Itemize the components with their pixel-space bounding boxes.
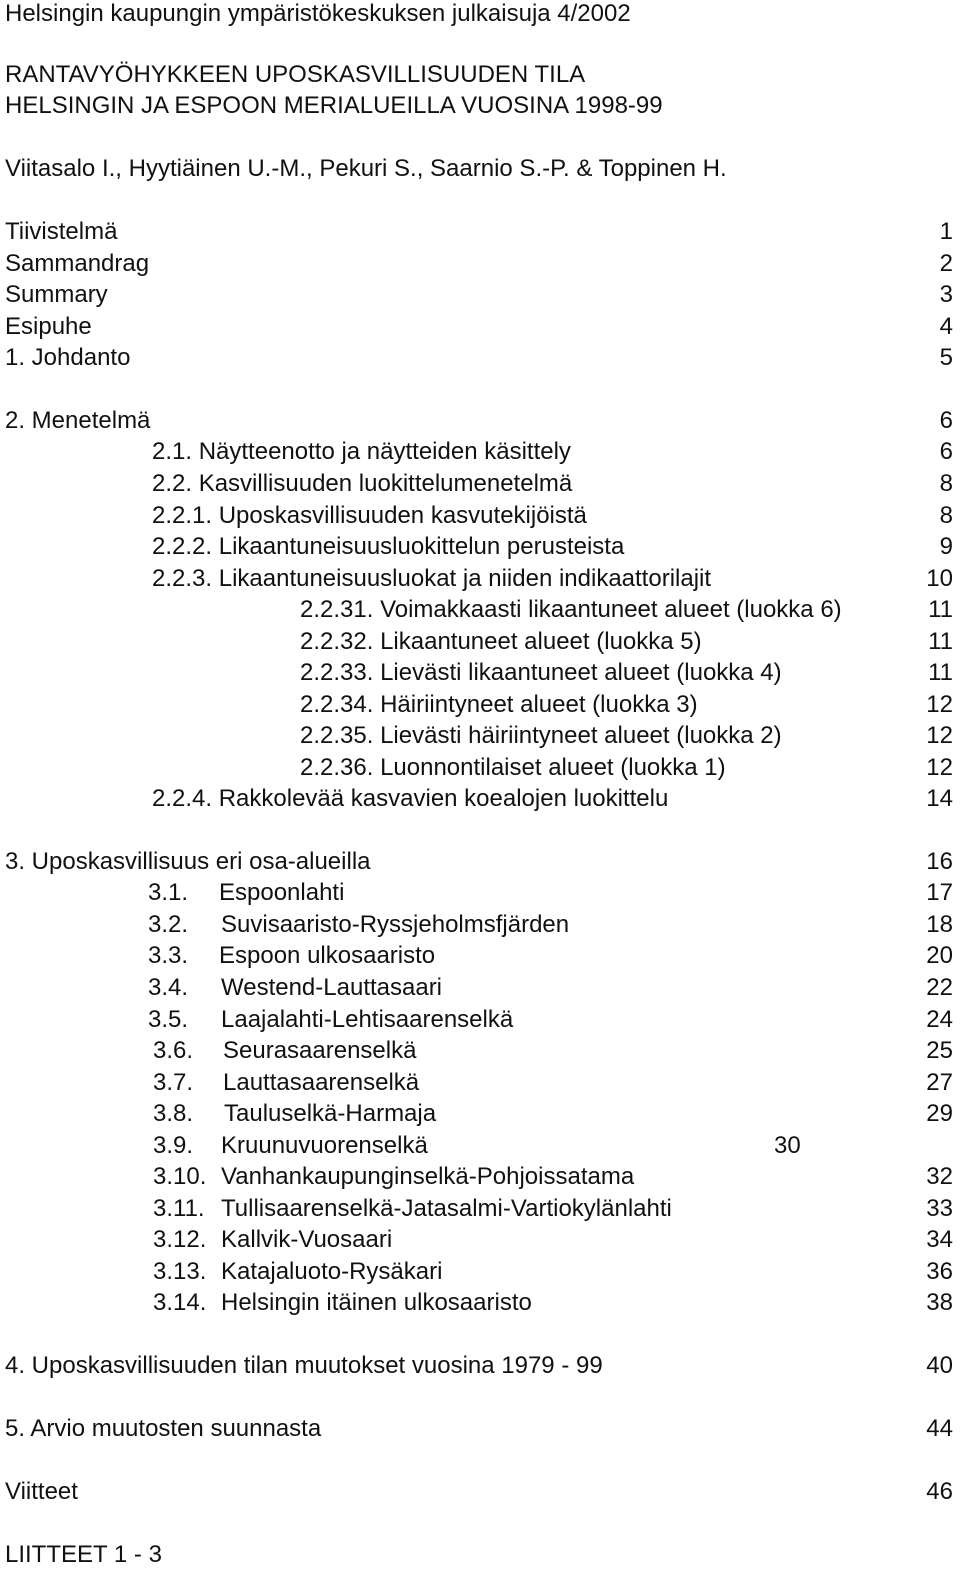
toc-entry	[0, 1005, 960, 1035]
toc-entry-title: 5. Arvio muutosten suunnasta	[5, 1415, 322, 1442]
toc-entry-title: 2.2.3. Likaantuneisuusluokat ja niiden indikaattorilajit	[152, 565, 712, 592]
title-line-1	[0, 60, 960, 90]
toc-entry-number: 3.13.	[153, 1258, 207, 1285]
toc-entry-page: 8	[939, 470, 953, 497]
toc-entry	[0, 1414, 960, 1444]
toc-entry	[0, 878, 960, 908]
toc-entry	[0, 249, 960, 279]
toc-entry-number: 3.11.	[153, 1195, 205, 1222]
toc-entry-title: 4. Uposkasvillisuuden tilan muutokset vuosina 1979 - 99	[5, 1352, 603, 1379]
toc-entry-title: Kallvik-Vuosaari	[221, 1226, 393, 1253]
toc-entry-title: 2.2. Kasvillisuuden luokittelumenetelmä	[152, 470, 573, 497]
toc-entry-title: Summary	[5, 281, 108, 308]
toc-entry-title: 2.2.35. Lievästi häiriintyneet alueet (luokka 2)	[300, 722, 782, 749]
toc-entry-title: Sammandrag	[5, 250, 150, 277]
toc-entry-page: 12	[926, 754, 953, 781]
toc-entry-title: LIITTEET 1 - 3	[5, 1541, 162, 1568]
toc-entry-number: 3.10.	[153, 1163, 207, 1190]
toc-entry-number: 3.1.	[148, 879, 189, 906]
toc-entry	[0, 343, 960, 373]
toc-entry	[0, 1257, 960, 1287]
toc-entry	[0, 847, 960, 877]
toc-entry-page: 16	[926, 848, 953, 875]
authors-line	[0, 154, 960, 184]
toc-entry-page: 11	[928, 659, 953, 686]
toc-entry-title: Esipuhe	[5, 313, 92, 340]
toc-entry-title: 2.2.36. Luonnontilaiset alueet (luokka 1)	[300, 754, 726, 781]
toc-entry-number: 3.4.	[148, 974, 189, 1001]
toc-entry-number: 3.14.	[153, 1289, 207, 1316]
toc-entry	[0, 753, 960, 783]
toc-entry-page: 8	[939, 502, 953, 529]
toc-entry-title: Kruunuvuorenselkä	[221, 1132, 428, 1159]
title-line-2	[0, 91, 960, 121]
toc-entry-title: Vanhankaupunginselkä-Pohjoissatama	[221, 1163, 635, 1190]
publication-line	[0, 0, 960, 29]
toc-entry	[0, 910, 960, 940]
toc-entry	[0, 973, 960, 1003]
toc-entry-title: Katajaluoto-Rysäkari	[221, 1258, 443, 1285]
toc-entry-page: 11	[928, 628, 953, 655]
toc-entry-page: 33	[926, 1195, 953, 1222]
toc-entry-title: 2. Menetelmä	[5, 407, 151, 434]
toc-entry-page: 9	[939, 533, 953, 560]
toc-entry	[0, 1477, 960, 1507]
toc-entry-title: Westend-Lauttasaari	[221, 974, 443, 1001]
toc-entry-number: 3.8.	[153, 1100, 194, 1127]
toc-entry-title: Seurasaarenselkä	[223, 1037, 417, 1064]
toc-entry-page: 6	[939, 407, 953, 434]
toc-entry	[0, 1288, 960, 1318]
toc-entry-title: 2.2.31. Voimakkaasti likaantuneet alueet (luokka 6)	[300, 596, 842, 623]
toc-entry-page: 17	[926, 879, 953, 906]
toc-entry-title: 2.2.1. Uposkasvillisuuden kasvutekijöistä	[152, 502, 587, 529]
toc-entry-page: 12	[926, 691, 953, 718]
title-text-2: HELSINGIN JA ESPOON MERIALUEILLA VUOSINA 1998-99	[5, 92, 663, 119]
toc-entry	[0, 1036, 960, 1066]
toc-entry-page: 14	[926, 785, 953, 812]
toc-entry-page: 24	[926, 1006, 953, 1033]
toc-entry-page: 25	[926, 1037, 953, 1064]
toc-entry	[0, 564, 960, 594]
toc-entry	[0, 1351, 960, 1381]
toc-entry-page: 29	[926, 1100, 953, 1127]
toc-entry	[0, 1068, 960, 1098]
toc-entry	[0, 1225, 960, 1255]
toc-entry	[0, 595, 960, 625]
toc-entry-page: 3	[939, 281, 953, 308]
toc-entry-title: Suvisaaristo-Ryssjeholmsfjärden	[221, 911, 570, 938]
toc-entry	[0, 280, 960, 310]
toc-entry-title: 2.2.2. Likaantuneisuusluokittelun perusteista	[152, 533, 625, 560]
toc-entry-page: 30	[774, 1132, 801, 1159]
toc-entry-title: 2.2.34. Häiriintyneet alueet (luokka 3)	[300, 691, 698, 718]
toc-entry-title: Tauluselkä-Harmaja	[224, 1100, 437, 1127]
toc-entry	[0, 658, 960, 688]
toc-entry-page: 4	[939, 313, 953, 340]
toc-entry	[0, 469, 960, 499]
toc-entry	[0, 1162, 960, 1192]
toc-entry	[0, 1540, 960, 1570]
toc-entry	[0, 406, 960, 436]
toc-entry-number: 3.12.	[153, 1226, 207, 1253]
toc-entry-title: 1. Johdanto	[5, 344, 131, 371]
toc-entry-number: 3.5.	[148, 1006, 189, 1033]
toc-entry-page: 2	[939, 250, 953, 277]
toc-entry-page: 6	[939, 438, 953, 465]
toc-entry-title: Espoonlahti	[219, 879, 345, 906]
toc-entry	[0, 437, 960, 467]
toc-entry	[0, 690, 960, 720]
toc-entry-title: Tullisaarenselkä-Jatasalmi-Vartiokylänlahti	[221, 1195, 672, 1222]
toc-entry-page: 11	[928, 596, 953, 623]
toc-entry-number: 3.7.	[153, 1069, 194, 1096]
toc-entry-page: 22	[926, 974, 953, 1001]
toc-entry	[0, 217, 960, 247]
toc-entry	[0, 627, 960, 657]
toc-entry-title: 2.2.4. Rakkolevää kasvavien koealojen luokittelu	[152, 785, 669, 812]
toc-entry	[0, 312, 960, 342]
title-text-1: RANTAVYÖHYKKEEN UPOSKASVILLISUUDEN TILA	[5, 61, 586, 88]
toc-entry-page: 36	[926, 1258, 953, 1285]
toc-entry-page: 40	[926, 1352, 953, 1379]
toc-entry-title: Laajalahti-Lehtisaarenselkä	[221, 1006, 514, 1033]
toc-entry-page: 12	[926, 722, 953, 749]
toc-entry-title: 3. Uposkasvillisuus eri osa-alueilla	[5, 848, 371, 875]
toc-entry-title: Tiivistelmä	[5, 218, 118, 245]
toc-entry-title: Helsingin itäinen ulkosaaristo	[221, 1289, 532, 1316]
toc-entry-page: 46	[926, 1478, 953, 1505]
toc-entry-title: Espoon ulkosaaristo	[219, 942, 436, 969]
toc-entry-title: Lauttasaarenselkä	[223, 1069, 420, 1096]
toc-entry	[0, 721, 960, 751]
toc-entry	[0, 784, 960, 814]
toc-entry-title: Viitteet	[5, 1478, 78, 1505]
toc-entry-title: 2.1. Näytteenotto ja näytteiden käsittely	[152, 438, 571, 465]
toc-entry-page: 38	[926, 1289, 953, 1316]
toc-entry-number: 3.6.	[153, 1037, 194, 1064]
toc-entry-number: 3.2.	[148, 911, 189, 938]
toc-entry	[0, 501, 960, 531]
toc-entry-page: 32	[926, 1163, 953, 1190]
publication-text: Helsingin kaupungin ympäristökeskuksen julkaisuja 4/2002	[5, 0, 631, 27]
toc-entry-title: 2.2.33. Lievästi likaantuneet alueet (luokka 4)	[300, 659, 782, 686]
toc-entry	[0, 1099, 960, 1129]
toc-entry-page: 44	[926, 1415, 953, 1442]
toc-entry-page: 34	[926, 1226, 953, 1253]
toc-entry	[0, 941, 960, 971]
toc-entry-page: 1	[939, 218, 953, 245]
toc-entry-number: 3.3.	[148, 942, 189, 969]
toc-entry-page: 5	[939, 344, 953, 371]
authors-text: Viitasalo I., Hyytiäinen U.-M., Pekuri S., Saarnio S.-P. & Toppinen H.	[5, 155, 727, 182]
toc-entry-page: 10	[926, 565, 953, 592]
toc-entry	[0, 532, 960, 562]
toc-entry-page: 20	[926, 942, 953, 969]
toc-entry	[0, 1194, 960, 1224]
toc-entry-title: 2.2.32. Likaantuneet alueet (luokka 5)	[300, 628, 702, 655]
toc-entry	[0, 1131, 960, 1161]
toc-entry-number: 3.9.	[153, 1132, 194, 1159]
toc-entry-page: 18	[926, 911, 953, 938]
toc-entry-page: 27	[926, 1069, 953, 1096]
